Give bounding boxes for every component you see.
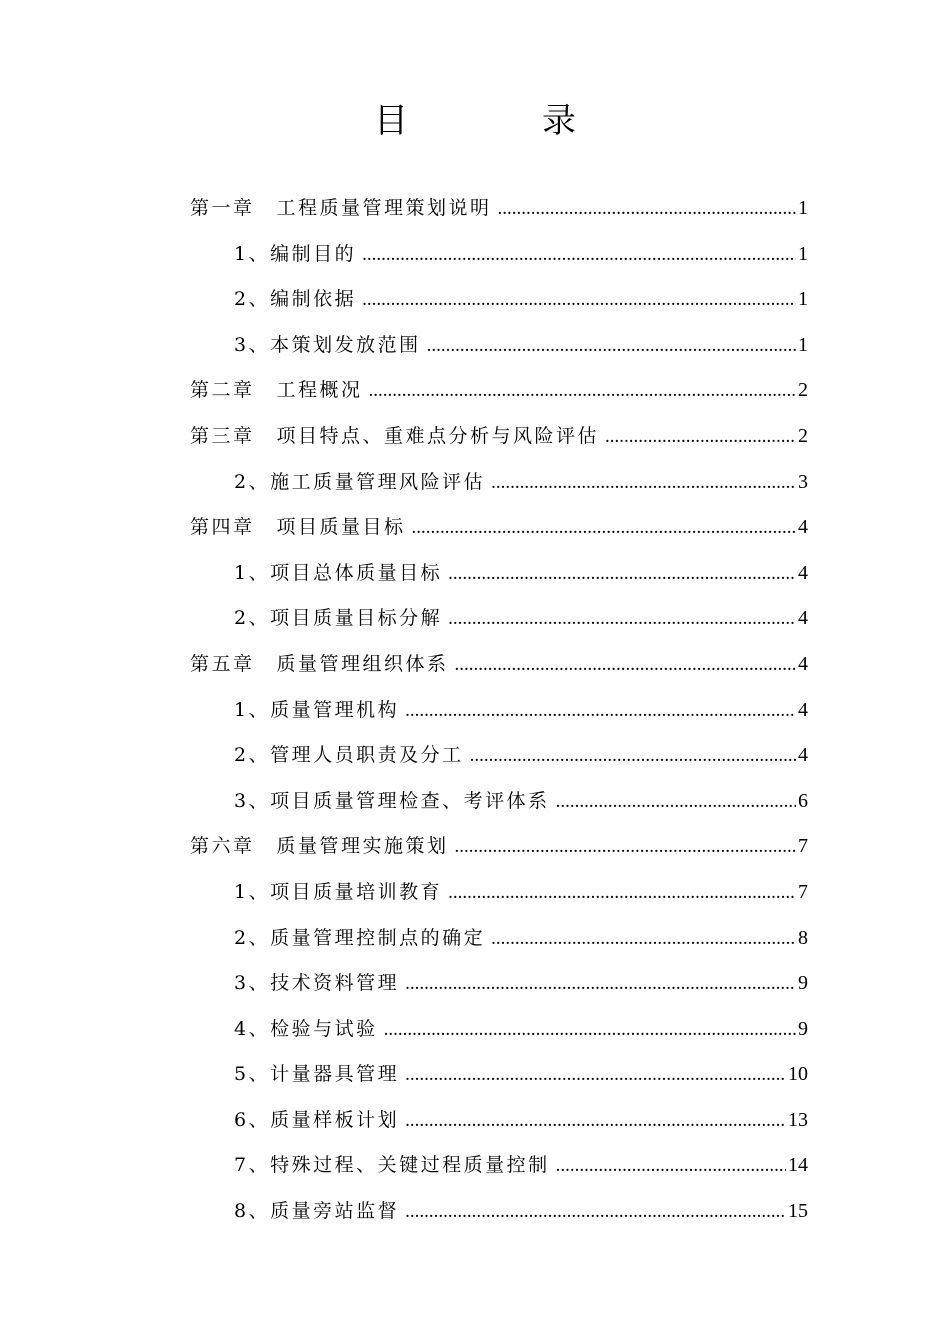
toc-section-entry[interactable] xyxy=(190,916,808,962)
toc-section-entry[interactable] xyxy=(190,733,808,779)
toc-entry-text: 2、管理人员职责及分工 xyxy=(234,744,464,767)
toc-section-entry[interactable] xyxy=(190,460,808,506)
toc-entry-text: 3、本策划发放范围 xyxy=(234,333,421,356)
toc-section-entry[interactable] xyxy=(190,779,808,825)
toc-page-number: 4 xyxy=(798,516,808,539)
toc-dot-leader xyxy=(556,1143,786,1189)
toc-page-number: 4 xyxy=(798,698,808,721)
toc-page-number: 7 xyxy=(798,835,808,858)
toc-section-entry[interactable] xyxy=(190,551,808,597)
toc-chapter-number: 第六章 xyxy=(190,835,255,858)
toc-entry-text: 质量管理实施策划 xyxy=(276,835,449,858)
toc-section-entry[interactable] xyxy=(190,596,808,642)
toc-dot-leader xyxy=(470,733,796,779)
toc-dot-leader xyxy=(405,1098,786,1144)
toc-page-number: 13 xyxy=(788,1108,808,1131)
toc-chapter-entry[interactable] xyxy=(190,186,808,232)
toc-entry-label xyxy=(234,733,464,779)
toc-entry-label xyxy=(234,688,399,734)
toc-dot-leader xyxy=(491,916,796,962)
toc-entry-label xyxy=(190,824,449,870)
toc-dot-leader xyxy=(455,642,796,688)
toc-chapter-number: 第五章 xyxy=(190,652,255,675)
toc-chapter-number: 第四章 xyxy=(190,516,255,539)
toc-page-number: 6 xyxy=(798,789,808,812)
toc-page-number: 1 xyxy=(798,333,808,356)
toc-entry-label xyxy=(234,460,485,506)
toc-chapter-entry[interactable] xyxy=(190,505,808,551)
toc-entry-text: 3、技术资料管理 xyxy=(234,972,400,995)
toc-entry-text: 2、施工质量管理风险评估 xyxy=(234,470,486,493)
toc-section-entry[interactable] xyxy=(190,232,808,278)
toc-page-number: 9 xyxy=(798,972,808,995)
toc-section-entry[interactable] xyxy=(190,1098,808,1144)
toc-entry-label xyxy=(190,186,492,232)
toc-page-number: 2 xyxy=(798,424,808,447)
toc-page-number: 2 xyxy=(798,379,808,402)
toc-dot-leader xyxy=(448,870,796,916)
toc-entry-label xyxy=(190,368,363,414)
toc-section-entry[interactable] xyxy=(190,323,808,369)
toc-dot-leader xyxy=(556,779,796,825)
toc-entry-label xyxy=(234,916,485,962)
toc-chapter-entry[interactable] xyxy=(190,642,808,688)
toc-section-entry[interactable] xyxy=(190,1143,808,1189)
toc-page-number: 4 xyxy=(798,744,808,767)
toc-page-number: 4 xyxy=(798,652,808,675)
toc-page-number: 15 xyxy=(788,1200,808,1223)
toc-entry-text: 2、质量管理控制点的确定 xyxy=(234,926,486,949)
toc-dot-leader xyxy=(455,824,796,870)
toc-entry-label xyxy=(234,1052,399,1098)
toc-entry-label xyxy=(234,277,356,323)
toc-page-number: 3 xyxy=(798,470,808,493)
toc-section-entry[interactable] xyxy=(190,1007,808,1053)
toc-page-number: 8 xyxy=(798,926,808,949)
toc-entry-text: 2、编制依据 xyxy=(234,288,357,311)
toc-entry-text: 3、项目质量管理检查、考评体系 xyxy=(234,789,550,812)
toc-page-number: 10 xyxy=(788,1063,808,1086)
toc-entry-text: 7、特殊过程、关键过程质量控制 xyxy=(234,1154,550,1177)
toc-chapter-number: 第二章 xyxy=(190,379,255,402)
toc-entry-label xyxy=(234,232,356,278)
table-of-contents xyxy=(190,186,808,1235)
toc-chapter-entry[interactable] xyxy=(190,368,808,414)
toc-dot-leader xyxy=(384,1007,796,1053)
toc-dot-leader xyxy=(405,1052,786,1098)
toc-dot-leader xyxy=(405,688,796,734)
toc-section-entry[interactable] xyxy=(190,277,808,323)
toc-page-number: 14 xyxy=(788,1154,808,1177)
toc-entry-label xyxy=(234,1098,399,1144)
toc-entry-text: 4、检验与试验 xyxy=(234,1017,378,1040)
toc-entry-label xyxy=(234,551,442,597)
page-title: 目 录 xyxy=(374,101,626,141)
toc-dot-leader xyxy=(427,323,796,369)
toc-chapter-entry[interactable] xyxy=(190,414,808,460)
toc-chapter-entry[interactable] xyxy=(190,824,808,870)
toc-entry-text: 质量管理组织体系 xyxy=(276,652,449,675)
toc-dot-leader xyxy=(605,414,796,460)
toc-entry-text: 6、质量样板计划 xyxy=(234,1108,400,1131)
toc-entry-text: 工程质量管理策划说明 xyxy=(276,197,492,219)
toc-section-entry[interactable] xyxy=(190,870,808,916)
toc-dot-leader xyxy=(491,460,796,506)
toc-dot-leader xyxy=(448,551,796,597)
toc-entry-text: 8、质量旁站监督 xyxy=(234,1200,400,1223)
toc-entry-label xyxy=(234,779,550,825)
toc-section-entry[interactable] xyxy=(190,1189,808,1235)
toc-entry-text: 5、计量器具管理 xyxy=(234,1063,400,1086)
toc-dot-leader xyxy=(498,186,796,232)
toc-entry-label xyxy=(234,1143,550,1189)
toc-section-entry[interactable] xyxy=(190,961,808,1007)
toc-section-entry[interactable] xyxy=(190,1052,808,1098)
toc-entry-label xyxy=(234,870,442,916)
toc-page-number: 1 xyxy=(798,197,808,219)
toc-entry-label xyxy=(234,1007,378,1053)
toc-entry-text: 项目特点、重难点分析与风险评估 xyxy=(276,424,600,447)
toc-dot-leader xyxy=(362,277,796,323)
toc-entry-text: 1、项目质量培训教育 xyxy=(234,880,443,903)
toc-entry-label xyxy=(234,1189,399,1235)
toc-entry-text: 1、质量管理机构 xyxy=(234,698,400,721)
toc-entry-text: 1、编制目的 xyxy=(234,242,357,265)
toc-entry-label xyxy=(234,323,421,369)
toc-chapter-number: 第三章 xyxy=(190,424,255,447)
toc-entry-text: 项目质量目标 xyxy=(276,516,406,539)
toc-entry-label xyxy=(190,414,599,460)
toc-entry-text: 1、项目总体质量目标 xyxy=(234,561,443,584)
toc-dot-leader xyxy=(405,961,796,1007)
toc-entry-label xyxy=(190,505,406,551)
toc-section-entry[interactable] xyxy=(190,688,808,734)
toc-dot-leader xyxy=(412,505,796,551)
toc-dot-leader xyxy=(405,1189,786,1235)
toc-page-number: 1 xyxy=(798,288,808,311)
toc-page-number: 9 xyxy=(798,1017,808,1040)
toc-dot-leader xyxy=(369,368,796,414)
toc-entry-label xyxy=(234,961,399,1007)
toc-entry-text: 工程概况 xyxy=(276,379,363,402)
toc-dot-leader xyxy=(448,596,796,642)
toc-chapter-number: 第一章 xyxy=(190,197,255,219)
toc-dot-leader xyxy=(362,232,796,278)
toc-page-number: 4 xyxy=(798,561,808,584)
toc-entry-text: 2、项目质量目标分解 xyxy=(234,607,443,630)
toc-entry-label xyxy=(190,642,449,688)
toc-entry-label xyxy=(234,596,442,642)
toc-page-number: 4 xyxy=(798,607,808,630)
toc-page-number: 7 xyxy=(798,880,808,903)
toc-page-number: 1 xyxy=(798,242,808,265)
